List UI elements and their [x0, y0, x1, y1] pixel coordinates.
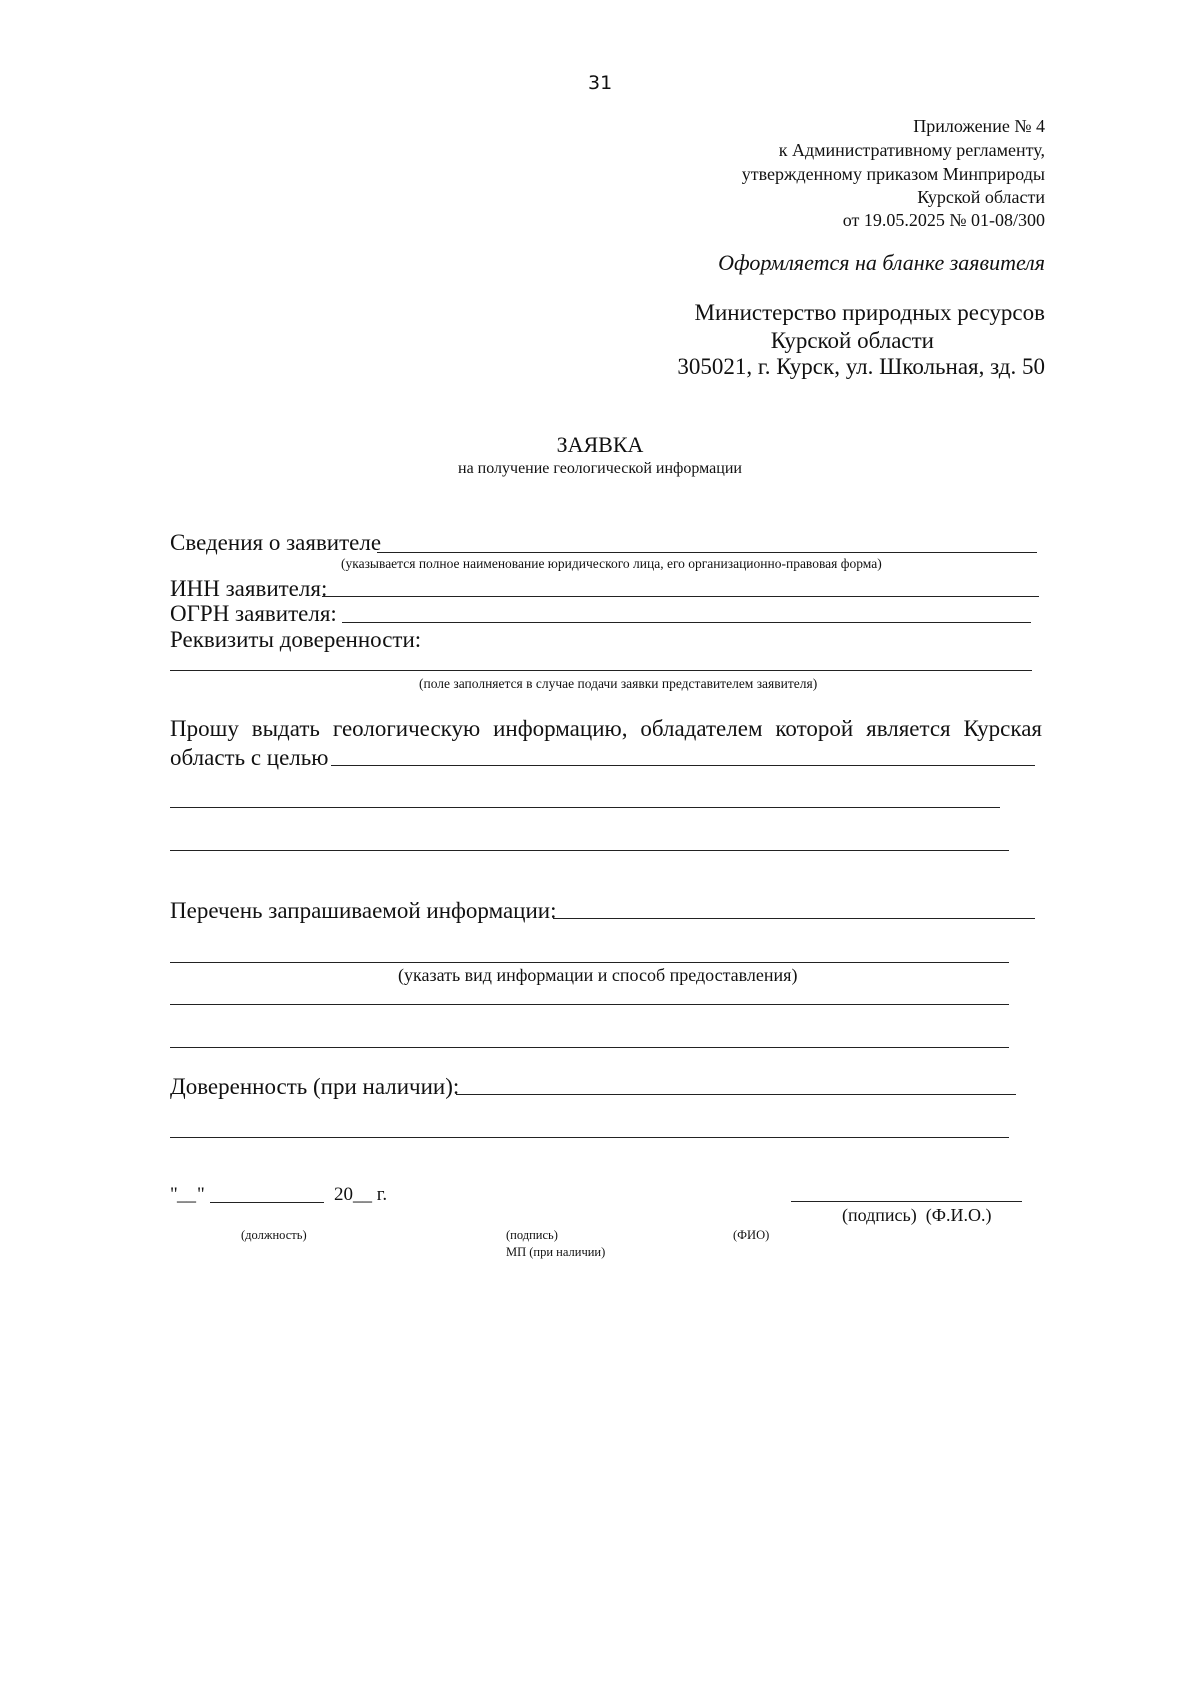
list-field-line-3[interactable]: [170, 1004, 1009, 1005]
document-subtitle: на получение геологической информации: [458, 460, 742, 477]
addressee-line-3: 305021, г. Курск, ул. Школьная, зд. 50: [677, 354, 1045, 379]
poa-field-line-2[interactable]: [170, 1137, 1009, 1138]
appendix-line-3: утвержденному приказом Минприроды: [741, 164, 1045, 184]
appendix-line-2: к Административному регламенту,: [778, 140, 1045, 160]
appendix-line-1: Приложение № 4: [913, 116, 1045, 136]
applicant-hint: (указывается полное наименование юридического лица, его организационно-правовая форма): [341, 556, 882, 571]
inn-field[interactable]: [322, 596, 1039, 597]
poa-details-label: Реквизиты доверенности:: [170, 627, 422, 652]
list-label: Перечень запрашиваемой информации:: [170, 898, 557, 923]
poa-label: Доверенность (при наличии):: [170, 1074, 460, 1099]
blank-note: Оформляется на бланке заявителя: [718, 250, 1045, 275]
stamp-caption: МП (при наличии): [506, 1245, 606, 1259]
document-title: ЗАЯВКА: [556, 432, 644, 457]
ogrn-field[interactable]: [342, 622, 1031, 623]
appendix-line-4: Курской области: [917, 187, 1045, 207]
applicant-name-field[interactable]: [377, 552, 1037, 553]
date-year: 20__ г.: [334, 1184, 388, 1205]
inn-label: ИНН заявителя:: [170, 576, 328, 601]
date-day-blank: __: [177, 1184, 196, 1205]
page-number: 31: [588, 72, 613, 94]
poa-field[interactable]: [456, 1094, 1016, 1095]
list-field-line-4[interactable]: [170, 1047, 1009, 1048]
applicant-label: Сведения о заявителе: [170, 530, 382, 555]
purpose-field-line-2[interactable]: [170, 807, 1000, 808]
purpose-field[interactable]: [331, 765, 1035, 766]
addressee-line-2: Курской области: [770, 328, 934, 353]
poa-details-field[interactable]: [170, 670, 1032, 671]
addressee-line-1: Министерство природных ресурсов: [694, 300, 1045, 325]
signature-caption: (подпись) (Ф.И.О.): [842, 1205, 992, 1225]
ogrn-label: ОГРН заявителя:: [170, 601, 337, 626]
purpose-field-line-3[interactable]: [170, 850, 1009, 851]
position-caption: (должность): [241, 1228, 307, 1242]
appendix-line-5: от 19.05.2025 № 01-08/300: [842, 210, 1045, 230]
list-field-line-2[interactable]: [170, 962, 1009, 963]
date-close-quote: ": [197, 1184, 205, 1205]
date-open-quote: ": [170, 1184, 178, 1205]
list-hint: (указать вид информации и способ предоставления): [398, 965, 798, 985]
request-line-1: Прошу выдать геологическую информацию, обладателем которой является Курская: [170, 716, 1042, 741]
sign-caption: (подпись): [506, 1228, 558, 1242]
list-field[interactable]: [553, 918, 1035, 919]
signature-field[interactable]: [791, 1201, 1022, 1202]
date-month-field[interactable]: [210, 1202, 324, 1203]
poa-hint: (поле заполняется в случае подачи заявки представителем заявителя): [419, 676, 818, 691]
request-line-2: область с целью: [170, 745, 329, 770]
fio-caption: (ФИО): [733, 1228, 770, 1242]
